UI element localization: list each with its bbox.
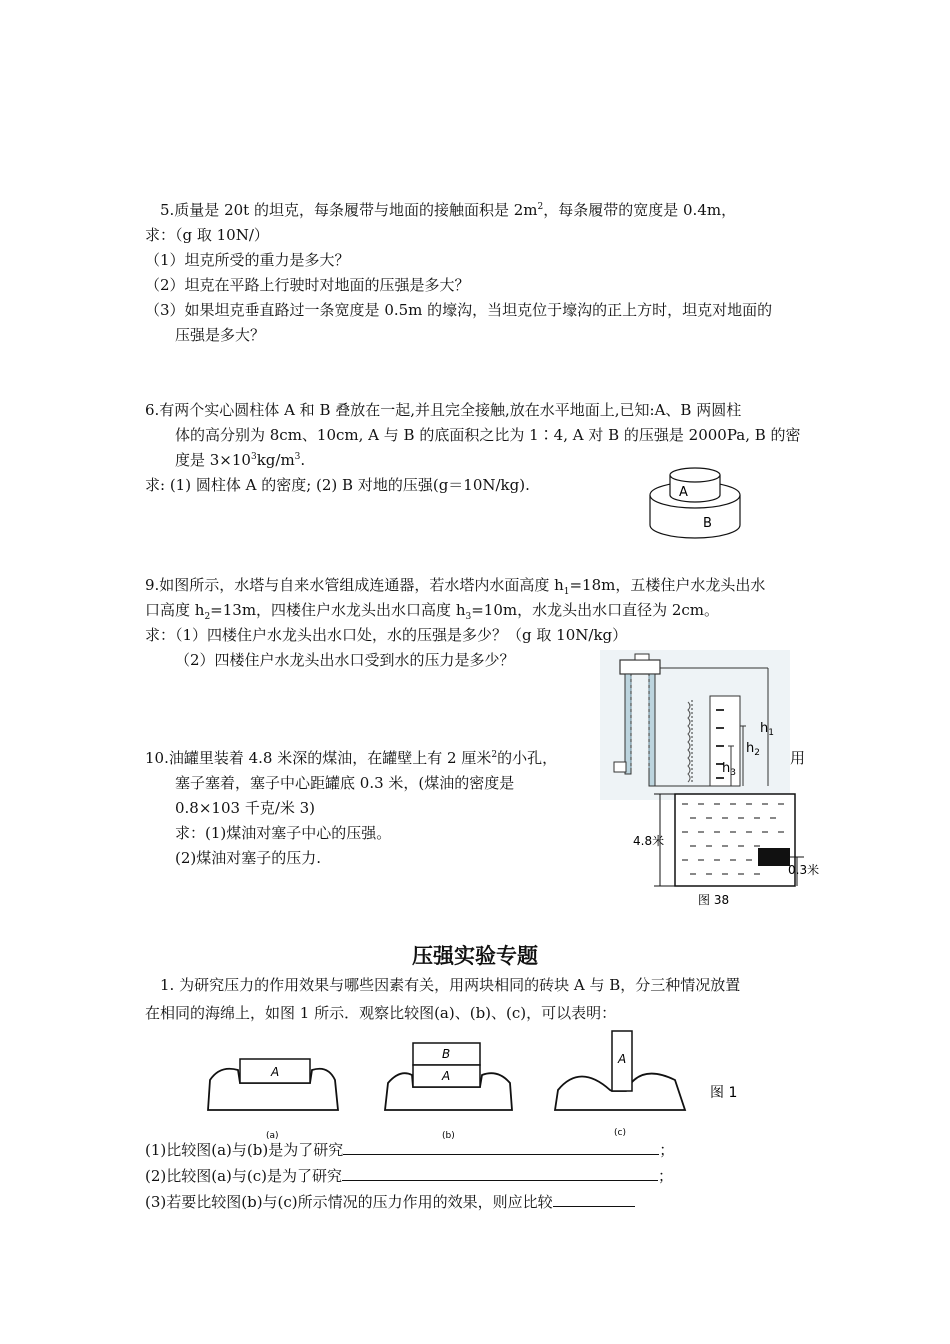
exp1-question-3: (3)若要比较图(b)与(c)所示情况的压力作用的效果，则应比较: [145, 1191, 635, 1213]
caption-b: (b): [442, 1131, 455, 1140]
q5-line-6: 压强是多大？: [175, 326, 266, 344]
q9-line-2: 口高度 $h_2=13m$，四楼住户水龙头出水口高度 $h_3=10m$，水龙头出水口直径为 2cm。: [145, 601, 720, 622]
q5-line-2: 求：（g 取 10N/）: [145, 226, 269, 244]
oil-tank-figure: [630, 790, 825, 915]
q10-line-4: 求：(1)煤油对塞子中心的压强。: [175, 824, 392, 842]
q5-line-3: （1）坦克所受的重力是多大？: [145, 251, 350, 269]
q9-line-4: （2）四楼住户水龙头出水口受到水的压力是多少？: [175, 651, 515, 669]
svg-text:h1: $h_1$: [760, 721, 774, 738]
svg-text:h3: $h_3$: [722, 761, 736, 778]
q6-line-2: 体的高分别为 8cm、10cm, A 与 B 的底面积之比为 1∶4, A 对 B 的压强是 2000Pa, B 的密: [175, 426, 801, 444]
q6-line-1: 6.有两个实心圆柱体 A 和 B 叠放在一起,并且完全接触,放在水平地面上,已知:A、B 两圆柱: [145, 401, 742, 419]
q10-line-5: (2)煤油对塞子的压力.: [175, 849, 322, 867]
tank-depth-label: 4.8米: [633, 834, 665, 848]
exp1-question-1: (1)比较图(a)与(b)是为了研究 ；: [145, 1141, 675, 1159]
section-title: 压强实验专题: [412, 944, 538, 968]
brick-a2-label: A: [442, 1069, 451, 1083]
q10-line-3: 0.8×103 千克/米 3): [175, 799, 316, 817]
sponge-figure: [200, 1025, 750, 1140]
exp1-question-2: (2)比较图(a)与(c)是为了研究 ；: [145, 1167, 674, 1185]
q6-line-3: 度是 $3\times 10^3kg/m^3$.: [175, 451, 306, 469]
brick-c-label: A: [618, 1052, 627, 1066]
water-tower-figure: [600, 650, 790, 800]
q6-line-4: 求: (1) 圆柱体 A 的密度; (2) B 对地的压强(g＝10N/kg).: [145, 476, 530, 494]
q5-line-1: 5.质量是 20t 的坦克，每条履带与地面的接触面积是 $2m^2$，每条履带的宽度是 0.4m，: [160, 201, 737, 219]
q5-line-5: （3）如果坦克垂直路过一条宽度是 0.5m 的壕沟，当坦克位于壕沟的正上方时，坦克对地面的: [145, 301, 773, 319]
plug-height-label: 0.3米: [788, 863, 820, 877]
q10-line-1-right: 用: [790, 749, 806, 767]
q9-line-3: 求：（1）四楼住户水龙头出水口处，水的压强是多少？（g 取 10N/kg）: [145, 626, 628, 644]
q10-line-2: 塞子塞着，塞子中心距罐底 0.3 米，(煤油的密度是: [175, 774, 515, 792]
q5-line-4: （2）坦克在平路上行驶时对地面的压强是多大？: [145, 276, 470, 294]
caption-c: (c): [614, 1128, 626, 1138]
cylinder-figure: [645, 465, 745, 545]
caption-a: (a): [266, 1131, 279, 1140]
brick-b-label: B: [442, 1047, 451, 1061]
q9-line-1: 9.如图所示，水塔与自来水管组成连通器，若水塔内水面高度 $h_1=18m$，五楼住户水龙头出水: [145, 576, 766, 597]
exp1-line-2: 在相同的海绵上，如图 1 所示．观察比较图(a)、(b)、(c)，可以表明：: [145, 1004, 617, 1022]
cylinder-a-label: A: [679, 485, 688, 500]
brick-a-label: A: [271, 1065, 280, 1079]
figure-38-caption: 图 38: [698, 893, 730, 907]
figure-1-label: 图 1: [710, 1085, 738, 1101]
q10-line-1: 10.油罐里装着 4.8 米深的煤油，在罐壁上有 2 厘米$^2$的小孔，: [145, 749, 558, 767]
cylinder-b-label: B: [703, 516, 712, 531]
exp1-line-1: 1. 为研究压力的作用效果与哪些因素有关，用两块相同的砖块 A 与 B，分三种情况放置: [160, 976, 741, 994]
svg-text:h2: $h_2$: [746, 741, 760, 758]
